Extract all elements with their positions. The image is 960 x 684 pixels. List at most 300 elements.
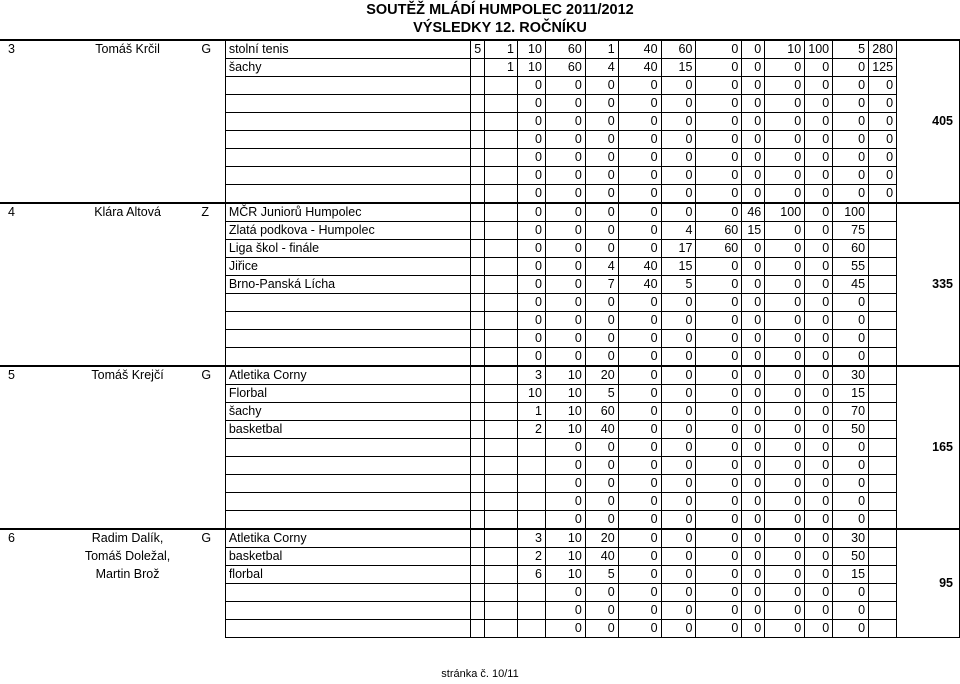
table-row: [0, 620, 960, 638]
table-row: [0, 566, 960, 584]
score-cell: 0: [833, 59, 869, 77]
entry-number: [0, 258, 58, 276]
score-cell: 0: [696, 620, 742, 638]
score-cell: 0: [765, 95, 805, 113]
score-cell: 0: [661, 113, 696, 131]
score-cell: 0: [696, 439, 742, 457]
score-cell: 0: [765, 493, 805, 511]
score-cell: 0: [742, 348, 765, 367]
score-cell: 0: [869, 77, 897, 95]
score-cell: 0: [742, 511, 765, 530]
score-cell: [869, 348, 897, 367]
participant-name: [58, 403, 198, 421]
score-cell: 50: [833, 548, 869, 566]
score-cell: 60: [545, 40, 585, 59]
score-cell: 30: [833, 366, 869, 385]
score-cell: 0: [742, 95, 765, 113]
score-cell: 0: [545, 240, 585, 258]
score-cell: 15: [661, 59, 696, 77]
entry-number: [0, 620, 58, 638]
score-cell: 0: [618, 511, 661, 530]
score-cell: 0: [696, 203, 742, 222]
score-cell: 0: [661, 185, 696, 204]
score-cell: [485, 403, 518, 421]
score-cell: 0: [742, 185, 765, 204]
score-cell: 0: [585, 584, 618, 602]
entry-number: [0, 602, 58, 620]
score-cell: 0: [696, 113, 742, 131]
score-cell: [869, 240, 897, 258]
sport-name: [225, 493, 470, 511]
score-cell: 0: [545, 113, 585, 131]
score-cell: 0: [742, 385, 765, 403]
score-cell: 0: [661, 366, 696, 385]
score-cell: 0: [518, 185, 546, 204]
participant-name: [58, 185, 198, 204]
category: Z: [197, 203, 225, 222]
score-cell: 0: [585, 620, 618, 638]
score-cell: [471, 59, 485, 77]
page-number: stránka č. 10/11: [441, 668, 519, 680]
category: [197, 475, 225, 493]
sport-name: [225, 475, 470, 493]
score-cell: [485, 385, 518, 403]
score-cell: [485, 511, 518, 530]
entry-total: 95: [897, 529, 960, 638]
participant-name: [58, 276, 198, 294]
score-cell: 0: [805, 59, 833, 77]
sport-name: Brno-Panská Lícha: [225, 276, 470, 294]
participant-name: [58, 222, 198, 240]
score-cell: 0: [585, 95, 618, 113]
score-cell: 0: [545, 222, 585, 240]
score-cell: 0: [805, 113, 833, 131]
table-row: [0, 330, 960, 348]
score-cell: 0: [765, 131, 805, 149]
category: [197, 602, 225, 620]
score-cell: 0: [661, 348, 696, 367]
category: [197, 258, 225, 276]
score-cell: 0: [742, 330, 765, 348]
score-cell: 0: [696, 602, 742, 620]
score-cell: 0: [618, 167, 661, 185]
score-cell: 0: [765, 330, 805, 348]
score-cell: [869, 385, 897, 403]
participant-name: [58, 113, 198, 131]
sport-name: [225, 77, 470, 95]
score-cell: 40: [618, 40, 661, 59]
entry-number: 6: [0, 529, 58, 548]
category: [197, 421, 225, 439]
score-cell: [485, 529, 518, 548]
table-row: [0, 457, 960, 475]
score-cell: [869, 529, 897, 548]
score-cell: 0: [765, 511, 805, 530]
participant-name: [58, 421, 198, 439]
score-cell: 0: [742, 113, 765, 131]
category: [197, 294, 225, 312]
score-cell: 0: [696, 385, 742, 403]
score-cell: 0: [742, 602, 765, 620]
score-cell: 0: [585, 330, 618, 348]
category: [197, 113, 225, 131]
score-cell: 0: [805, 258, 833, 276]
score-cell: 60: [661, 40, 696, 59]
score-cell: 0: [805, 276, 833, 294]
participant-name: Tomáš Krčil: [58, 40, 198, 59]
score-cell: 0: [661, 385, 696, 403]
score-cell: [471, 529, 485, 548]
score-cell: 0: [833, 167, 869, 185]
score-cell: 0: [661, 439, 696, 457]
sport-name: [225, 511, 470, 530]
score-cell: 0: [833, 475, 869, 493]
sport-name: [225, 312, 470, 330]
score-cell: [869, 457, 897, 475]
score-cell: 0: [742, 403, 765, 421]
sport-name: [225, 439, 470, 457]
score-cell: 0: [742, 258, 765, 276]
score-cell: 60: [833, 240, 869, 258]
score-cell: 0: [742, 312, 765, 330]
score-cell: [518, 620, 546, 638]
participant-name: [58, 167, 198, 185]
score-cell: 0: [805, 348, 833, 367]
category: G: [197, 40, 225, 59]
score-cell: 100: [765, 203, 805, 222]
score-cell: 0: [805, 95, 833, 113]
score-cell: 60: [585, 403, 618, 421]
score-cell: 15: [833, 385, 869, 403]
score-cell: 0: [805, 620, 833, 638]
score-cell: 0: [833, 457, 869, 475]
score-cell: 0: [765, 113, 805, 131]
sport-name: Jiřice: [225, 258, 470, 276]
score-cell: 55: [833, 258, 869, 276]
score-cell: [485, 566, 518, 584]
entry-number: [0, 403, 58, 421]
score-cell: 0: [742, 366, 765, 385]
table-row: [0, 421, 960, 439]
sport-name: [225, 149, 470, 167]
category: [197, 167, 225, 185]
score-cell: 0: [518, 95, 546, 113]
category: [197, 77, 225, 95]
category: [197, 403, 225, 421]
score-cell: 0: [765, 258, 805, 276]
score-cell: [485, 584, 518, 602]
participant-name: Tomáš Doležal,: [84, 549, 171, 563]
score-cell: 0: [545, 185, 585, 204]
table-row: [0, 548, 960, 566]
score-cell: 0: [833, 131, 869, 149]
table-row: [0, 312, 960, 330]
table-row: [0, 185, 960, 204]
sport-name: basketbal: [225, 421, 470, 439]
score-cell: [485, 77, 518, 95]
score-cell: [869, 276, 897, 294]
category: [197, 185, 225, 204]
entry-total: 165: [897, 366, 960, 529]
score-cell: 15: [661, 258, 696, 276]
sport-name: [225, 167, 470, 185]
score-cell: 0: [618, 113, 661, 131]
score-cell: 0: [696, 167, 742, 185]
table-row: [0, 403, 960, 421]
entry-number: [0, 77, 58, 95]
entry-number: [0, 222, 58, 240]
score-cell: 0: [765, 457, 805, 475]
category: [197, 240, 225, 258]
score-cell: 0: [869, 131, 897, 149]
score-cell: 20: [585, 366, 618, 385]
category: [197, 457, 225, 475]
score-cell: 10: [518, 385, 546, 403]
score-cell: 0: [742, 294, 765, 312]
score-cell: 0: [833, 330, 869, 348]
category: [197, 548, 225, 566]
participant-name: [58, 258, 198, 276]
score-cell: 0: [742, 620, 765, 638]
score-cell: [471, 113, 485, 131]
score-cell: 0: [545, 584, 585, 602]
score-cell: 0: [833, 77, 869, 95]
score-cell: 0: [742, 40, 765, 59]
score-cell: 0: [833, 312, 869, 330]
score-cell: [869, 366, 897, 385]
score-cell: 0: [765, 602, 805, 620]
score-cell: 45: [833, 276, 869, 294]
score-cell: 0: [696, 457, 742, 475]
score-cell: 1: [485, 40, 518, 59]
score-cell: 0: [765, 439, 805, 457]
score-cell: [485, 366, 518, 385]
score-cell: 0: [742, 566, 765, 584]
score-cell: 0: [518, 167, 546, 185]
document-title: SOUTĚŽ MLÁDÍ HUMPOLEC 2011/2012: [366, 2, 634, 18]
table-row: [0, 584, 960, 602]
score-cell: 0: [545, 602, 585, 620]
score-cell: [471, 149, 485, 167]
table-row: [0, 258, 960, 276]
score-cell: [869, 584, 897, 602]
score-cell: 0: [518, 77, 546, 95]
score-cell: 0: [696, 366, 742, 385]
score-cell: [471, 602, 485, 620]
score-cell: [471, 167, 485, 185]
score-cell: 0: [696, 258, 742, 276]
score-cell: [471, 584, 485, 602]
score-cell: 0: [765, 149, 805, 167]
entry-number: [0, 240, 58, 258]
entry-number: [0, 131, 58, 149]
score-cell: 0: [765, 385, 805, 403]
participant-name: [58, 439, 198, 457]
score-cell: 6: [518, 566, 546, 584]
score-cell: [518, 493, 546, 511]
score-cell: 0: [618, 493, 661, 511]
score-cell: 0: [518, 330, 546, 348]
sport-name: [225, 113, 470, 131]
entry-number: [0, 59, 58, 77]
score-cell: 0: [618, 403, 661, 421]
score-cell: [869, 222, 897, 240]
table-row: [0, 149, 960, 167]
score-cell: 0: [805, 548, 833, 566]
score-cell: 0: [805, 77, 833, 95]
score-cell: 0: [545, 620, 585, 638]
score-cell: 10: [545, 366, 585, 385]
score-cell: 0: [805, 330, 833, 348]
score-cell: 5: [585, 566, 618, 584]
score-cell: 0: [661, 203, 696, 222]
entry-number: [0, 348, 58, 367]
score-cell: 0: [742, 276, 765, 294]
participant-name: [58, 493, 198, 511]
score-cell: [471, 457, 485, 475]
score-cell: [471, 421, 485, 439]
score-cell: 0: [545, 493, 585, 511]
score-cell: 0: [518, 258, 546, 276]
score-cell: 10: [545, 385, 585, 403]
score-cell: [485, 457, 518, 475]
score-cell: 60: [545, 59, 585, 77]
score-cell: 0: [518, 203, 546, 222]
score-cell: [869, 493, 897, 511]
table-row: [0, 439, 960, 457]
score-cell: 0: [805, 566, 833, 584]
score-cell: 0: [661, 584, 696, 602]
score-cell: 0: [805, 203, 833, 222]
category: [197, 59, 225, 77]
score-cell: 100: [805, 40, 833, 59]
score-cell: 0: [661, 457, 696, 475]
score-cell: [471, 203, 485, 222]
score-cell: [471, 294, 485, 312]
results-table: [0, 39, 960, 638]
score-cell: 40: [618, 258, 661, 276]
score-cell: 0: [742, 240, 765, 258]
score-cell: [869, 258, 897, 276]
score-cell: 0: [545, 457, 585, 475]
score-cell: 0: [618, 457, 661, 475]
score-cell: 0: [545, 149, 585, 167]
participant-name: Radim Dalík,: [58, 529, 198, 548]
score-cell: 0: [742, 131, 765, 149]
score-cell: 125: [869, 59, 897, 77]
score-cell: [471, 95, 485, 113]
score-cell: [471, 330, 485, 348]
score-cell: 0: [545, 95, 585, 113]
score-cell: [471, 548, 485, 566]
participant-name: Martin Brož: [95, 567, 160, 581]
score-cell: 0: [661, 421, 696, 439]
table-row: [0, 240, 960, 258]
participant-name: [58, 240, 198, 258]
score-cell: [471, 131, 485, 149]
score-cell: 0: [618, 203, 661, 222]
score-cell: 0: [661, 77, 696, 95]
score-cell: 0: [618, 348, 661, 367]
score-cell: 0: [833, 439, 869, 457]
participant-name: [58, 77, 198, 95]
score-cell: 0: [585, 77, 618, 95]
sport-name: florbal: [225, 566, 470, 584]
score-cell: 0: [545, 511, 585, 530]
score-cell: [485, 620, 518, 638]
category: [197, 385, 225, 403]
score-cell: 60: [696, 222, 742, 240]
score-cell: 0: [518, 348, 546, 367]
score-cell: 0: [765, 77, 805, 95]
score-cell: 0: [696, 294, 742, 312]
sport-name: [225, 185, 470, 204]
score-cell: 0: [585, 131, 618, 149]
score-cell: 0: [661, 620, 696, 638]
score-cell: 0: [585, 240, 618, 258]
score-cell: 0: [618, 566, 661, 584]
score-cell: 0: [742, 493, 765, 511]
table-row: [0, 602, 960, 620]
sport-name: [225, 294, 470, 312]
table-row: [0, 276, 960, 294]
score-cell: 0: [805, 385, 833, 403]
score-cell: [471, 439, 485, 457]
score-cell: 0: [585, 348, 618, 367]
score-cell: 0: [518, 131, 546, 149]
category: [197, 493, 225, 511]
category: [197, 312, 225, 330]
score-cell: 0: [833, 620, 869, 638]
score-cell: 0: [742, 548, 765, 566]
score-cell: 0: [805, 167, 833, 185]
entry-number: [0, 330, 58, 348]
score-cell: 10: [545, 566, 585, 584]
score-cell: 0: [585, 294, 618, 312]
entry-total: 335: [897, 203, 960, 366]
score-cell: 0: [765, 312, 805, 330]
category: [197, 222, 225, 240]
score-cell: 0: [742, 149, 765, 167]
sport-name: [225, 457, 470, 475]
table-row: [0, 366, 960, 385]
participant-name: [58, 131, 198, 149]
category: [197, 348, 225, 367]
sport-name: [225, 620, 470, 638]
score-cell: [471, 403, 485, 421]
score-cell: 0: [618, 294, 661, 312]
category: G: [197, 366, 225, 385]
score-cell: 0: [661, 131, 696, 149]
entry-number: [0, 167, 58, 185]
category: [197, 584, 225, 602]
score-cell: 0: [765, 294, 805, 312]
entry-number: [0, 511, 58, 530]
score-cell: 0: [742, 475, 765, 493]
score-cell: [471, 240, 485, 258]
score-cell: 0: [742, 584, 765, 602]
score-cell: 0: [805, 366, 833, 385]
score-cell: 0: [618, 131, 661, 149]
participant-name: [58, 348, 198, 367]
score-cell: 0: [618, 330, 661, 348]
score-cell: 0: [585, 493, 618, 511]
score-cell: 0: [765, 59, 805, 77]
score-cell: [869, 312, 897, 330]
sport-name: stolní tenis: [225, 40, 470, 59]
category: [197, 439, 225, 457]
score-cell: [485, 439, 518, 457]
